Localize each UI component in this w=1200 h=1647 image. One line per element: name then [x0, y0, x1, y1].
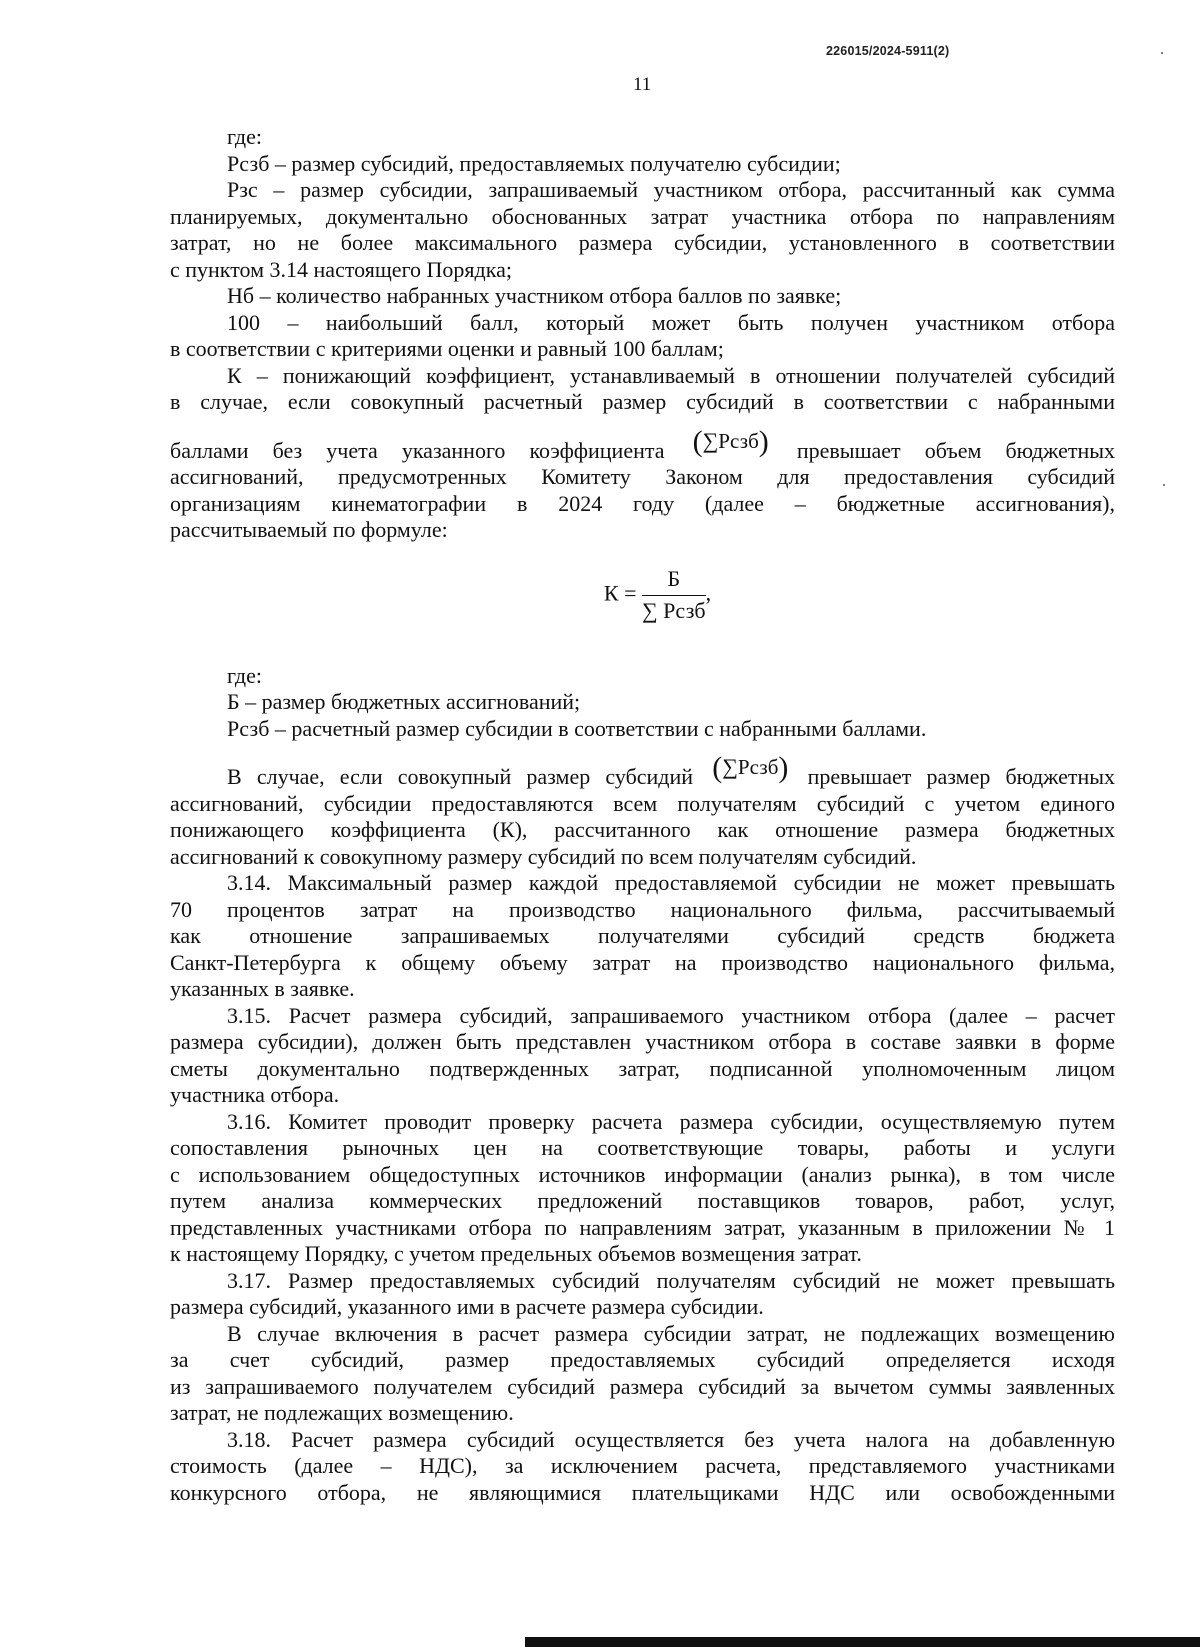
- text-line: понижающего коэффициента (К), рассчитанного как отношение размера бюджетных: [170, 817, 1115, 842]
- definition-100: [170, 310, 1115, 363]
- text-line: Санкт-Петербурга к общему объему затрат на производство национального фильма,: [170, 949, 1115, 975]
- text-line: указанных в заявке.: [170, 976, 355, 1001]
- paragraph-case: [170, 751, 1116, 870]
- text-line: сопоставления рыночных цен на соответствующие товары, работы и услуги: [170, 1135, 1115, 1160]
- definition-rzs: [170, 177, 1115, 283]
- text-line: размера субсидий, указанного ими в расчете размера субсидии.: [170, 1294, 764, 1319]
- text-line: за счет субсидий, размер предоставляемых субсидий определяется исходя: [170, 1347, 1115, 1372]
- definition-k: [170, 363, 1115, 544]
- text-line: конкурсного отбора, не являющимися плательщиками НДС или освобожденными: [170, 1479, 1115, 1505]
- text-line: из запрашиваемого получателем субсидий размера субсидий за вычетом суммы заявленных: [170, 1373, 1115, 1399]
- page-number: 11: [633, 74, 652, 95]
- text-line: участника отбора.: [170, 1082, 340, 1107]
- definition-rszb-2: Рсзб – расчетный размер субсидии в соответствии с набранными баллами.: [227, 715, 927, 741]
- paragraph-3-16: [170, 1109, 1115, 1268]
- scan-speck: [1161, 52, 1163, 54]
- text-line: 3.18. Расчет размера субсидий осуществляется без учета налога на добавленную: [227, 1426, 1115, 1452]
- text-line: 3.14. Максимальный размер каждой предоставляемой субсидии не может превышать: [227, 870, 1115, 895]
- text-line: в случае, если совокупный расчетный размер субсидий в соответствии с набранными: [170, 389, 1115, 414]
- text-line: 3.15. Расчет размера субсидий, запрашиваемого участником отбора (далее – расчет: [227, 1002, 1115, 1028]
- formula-lhs: К =: [603, 580, 637, 606]
- text-line: ассигнований к совокупному размеру субсидий по всем получателям субсидий.: [170, 843, 917, 869]
- paragraph-3-15: [170, 1003, 1115, 1109]
- text-line: в соответствии с критериями оценки и равный 100 баллам;: [170, 336, 724, 361]
- text-line: сметы документально подтвержденных затрат, подписанной уполномоченным лицом: [170, 1055, 1115, 1081]
- text-line-with-sum: баллами без учета указанного коэффициента (∑Рсзб) превышает объем бюджетных: [170, 424, 1116, 463]
- definition-b: Б – размер бюджетных ассигнований;: [227, 689, 581, 714]
- sum-rszb-inline: (∑Рсзб): [712, 751, 789, 784]
- document-id: 226015/2024-5911(2): [826, 44, 950, 58]
- text-line-with-sum: В случае, если совокупный размер субсидий (∑Рсзб) превышает размер бюджетных: [227, 751, 1116, 789]
- text-line: стоимость (далее – НДС), за исключением расчета, представляемого участниками: [170, 1453, 1115, 1478]
- where-label-1: где:: [227, 124, 262, 149]
- scan-speck: [1163, 484, 1165, 486]
- text-line: 3.16. Комитет проводит проверку расчета размера субсидии, осуществляемую путем: [227, 1108, 1115, 1134]
- text-line: К – понижающий коэффициент, устанавливаемый в отношении получателей субсидий: [227, 362, 1115, 388]
- text-line: рассчитываемый по формуле:: [170, 517, 448, 542]
- formula-numerator: Б: [642, 566, 706, 597]
- text-line: путем анализа коммерческих предложений поставщиков товаров, работ, услуг,: [170, 1188, 1115, 1213]
- text-line: затрат, но не более максимального размера субсидии, установленного в соответствии: [170, 230, 1115, 255]
- paragraph-3-18: [170, 1427, 1115, 1507]
- text-line: планируемых, документально обоснованных затрат участника отбора по направлениям: [170, 203, 1115, 229]
- definition-rszb: Рсзб – размер субсидий, предоставляемых получателю субсидии;: [227, 150, 841, 176]
- text-line: В случае включения в расчет размера субсидии затрат, не подлежащих возмещению: [227, 1320, 1115, 1346]
- text-line: ассигнований, предусмотренных Комитету Законом для предоставления субсидий: [170, 464, 1115, 489]
- paragraph-inclusion: [170, 1321, 1115, 1427]
- text-line: 100 – наибольший балл, который может быть получен участником отбора: [227, 309, 1115, 335]
- formula-k: К = $\frac{Б}{\text{∑ Рсзб}}$ ,: [603, 565, 712, 623]
- text-line: 3.17. Размер предоставляемых субсидий получателям субсидий не может превышать: [227, 1267, 1115, 1293]
- text-line: 70 процентов затрат на производство национального фильма, рассчитываемый: [170, 896, 1115, 922]
- text-line: затрат, не подлежащих возмещению.: [170, 1400, 514, 1425]
- paragraph-3-17: [170, 1268, 1115, 1321]
- text-line: с пунктом 3.14 настоящего Порядка;: [170, 256, 512, 282]
- text-line: представленных участниками отбора по направлениям затрат, указанным в приложении № 1: [170, 1214, 1115, 1240]
- text-line: Рзс – размер субсидии, запрашиваемый участником отбора, рассчитанный как сумма: [227, 177, 1115, 202]
- text-line: как отношение запрашиваемых получателями субсидий средств бюджета: [170, 923, 1115, 948]
- paragraph-3-14: [170, 870, 1115, 1003]
- text-line: к настоящему Порядку, с учетом предельных объемов возмещения затрат.: [170, 1241, 862, 1266]
- text-line: ассигнований, субсидии предоставляются всем получателям субсидий с учетом единого: [170, 790, 1115, 816]
- where-label-2: где:: [227, 662, 262, 688]
- formula-fraction: [642, 566, 706, 625]
- scan-edge-bar: [525, 1637, 1200, 1647]
- text-line: организациям кинематографии в 2024 году (далее – бюджетные ассигнования),: [170, 490, 1115, 516]
- formula-denominator: ∑ Рсзб: [641, 598, 706, 623]
- text-line: размера субсидии), должен быть представлен участником отбора в составе заявки в форме: [170, 1029, 1115, 1054]
- sum-rszb-inline: (∑Рсзб): [692, 424, 769, 458]
- text-line: с использованием общедоступных источников информации (анализ рынка), в том числе: [170, 1161, 1115, 1187]
- document-body: [170, 124, 1115, 1506]
- definition-nb: Нб – количество набранных участником отбора баллов по заявке;: [227, 283, 842, 308]
